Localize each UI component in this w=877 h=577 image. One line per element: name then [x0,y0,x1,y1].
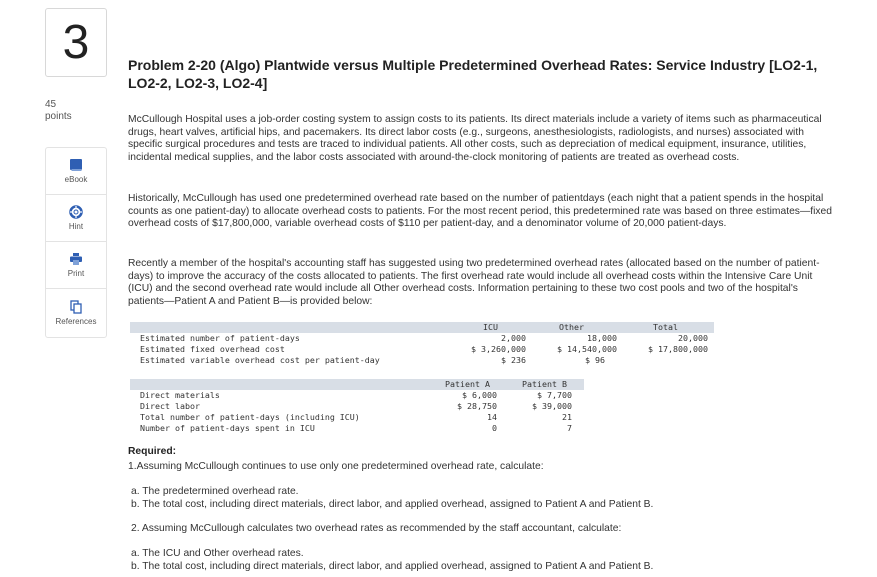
table-cell: $ 6,000 [462,390,497,400]
recent-paragraph: Recently a member of the hospital's accounting staff has suggested using two predetermined overhead rates (allocated based on the number of patient-days) to improve the accuracy of the costs allocated to patients. The first overhead rate would include all overhead costs within the Intensive Care Unit (ICU) and the second overhead rate would include all Other overhead costs. Information pertaining to these two cost pools and two of the hospital's patients—Patient A and Patient B—is provided below: [128,258,820,307]
table-row [130,412,584,423]
row-label: Estimated fixed overhead cost [140,344,285,354]
table-header-cell: Patient A [430,379,505,390]
table-header-cell: Total [617,322,714,333]
table-header-row [130,322,714,333]
printer-icon [69,252,83,266]
table-row [130,333,714,344]
table-row [130,355,714,366]
table-header-row [130,379,584,390]
table-cell: 18,000 [587,333,617,343]
ebook-button[interactable] [46,148,106,195]
ebook-label: eBook [64,175,88,184]
history-paragraph: Historically, McCullough has used one predetermined overhead rate based on the number of patientdays (each night that a patient spends in the hospital counts as one patient-day) to allocate overhead costs to patients. For the most recent period, this predetermined rate was based on three estimates—fixed overhead costs of $17,800,000, variable overhead costs of $110 per patient-day, and a denominator volume of 20,000 patient-days. [128,193,833,229]
table-cell: $ 14,540,000 [557,344,617,354]
row-label: Direct labor [140,401,200,411]
table-row [130,401,584,412]
row-label: Estimated variable overhead cost per patient-day [140,355,380,365]
requirement-1a: a. The predetermined overhead rate. [131,486,299,497]
hint-label: Hint [68,222,84,231]
tools-panel [45,147,107,338]
problem-title: Problem 2-20 (Algo) Plantwide versus Multiple Predetermined Overhead Rates: Service Industry [LO2-1, LO2-2, LO2-3, LO2-4] [128,57,818,91]
requirement-1: 1.Assuming McCullough continues to use only one predetermined overhead rate, calculate: [128,461,544,472]
points-info [45,99,72,123]
patient-table [130,379,584,434]
table-cell: 0 [492,423,497,433]
book-icon [69,158,83,172]
table-cell: 7 [567,423,572,433]
table-cell: $ 39,000 [532,401,572,411]
requirement-2a: a. The ICU and Other overhead rates. [131,548,304,559]
requirement-1b: b. The total cost, including direct materials, direct labor, and applied overhead, assigned to Patient A and Patient B. [131,499,654,510]
cost-pool-table [130,322,714,366]
row-label: Total number of patient-days (including ICU) [140,412,360,422]
table-cell: $ 236 [501,355,526,365]
table-cell: 2,000 [501,333,526,343]
table-cell: 20,000 [678,333,708,343]
hint-button[interactable] [46,195,106,242]
question-number: 3 [45,8,107,77]
points-value: 45 [45,99,57,110]
requirement-2b: b. The total cost, including direct materials, direct labor, and applied overhead, assigned to Patient A and Patient B. [131,561,654,572]
required-heading: Required: [128,446,177,457]
table-header-cell [130,322,455,333]
table-row [130,423,584,434]
table-cell: $ 96 [585,355,605,365]
print-label: Print [67,269,85,278]
table-cell: $ 3,260,000 [471,344,526,354]
table-cell: 21 [562,412,572,422]
table-header-cell: ICU [455,322,526,333]
table-cell: 14 [487,412,497,422]
table-header-cell [130,379,430,390]
intro-paragraph: McCullough Hospital uses a job-order costing system to assign costs to its patients. Its direct materials include a variety of items such as pharmaceutical drugs, heart valves, artificial hips, and pacemakers. Its direct labor costs (e.g., surgeons, anesthesiologists, radiologists, and nurses) associated with specific surgical procedures and tests are traced to individual patients. All other costs, such as depreciation of medical equipment, insurance, utilities, incidental medical supplies, and the labor costs associated with around-the-clock monitoring of patients are treated as overhead costs. [128,114,822,163]
references-label: References [55,317,97,326]
table-cell: $ 7,700 [537,390,572,400]
lifebuoy-icon [69,205,83,219]
table-row [130,344,714,355]
table-row [130,390,584,401]
table-cell: $ 28,750 [457,401,497,411]
table-header-cell: Patient B [505,379,584,390]
requirement-2: 2. Assuming McCullough calculates two overhead rates as recommended by the staff accountant, calculate: [131,523,622,534]
copy-icon [69,300,83,314]
table-header-cell: Other [526,322,617,333]
row-label: Direct materials [140,390,220,400]
references-button[interactable] [46,289,106,337]
table-cell [617,355,714,366]
row-label: Number of patient-days spent in ICU [140,423,315,433]
print-button[interactable] [46,242,106,289]
table-cell: $ 17,800,000 [648,344,708,354]
row-label: Estimated number of patient-days [140,333,300,343]
points-label: points [45,111,72,122]
